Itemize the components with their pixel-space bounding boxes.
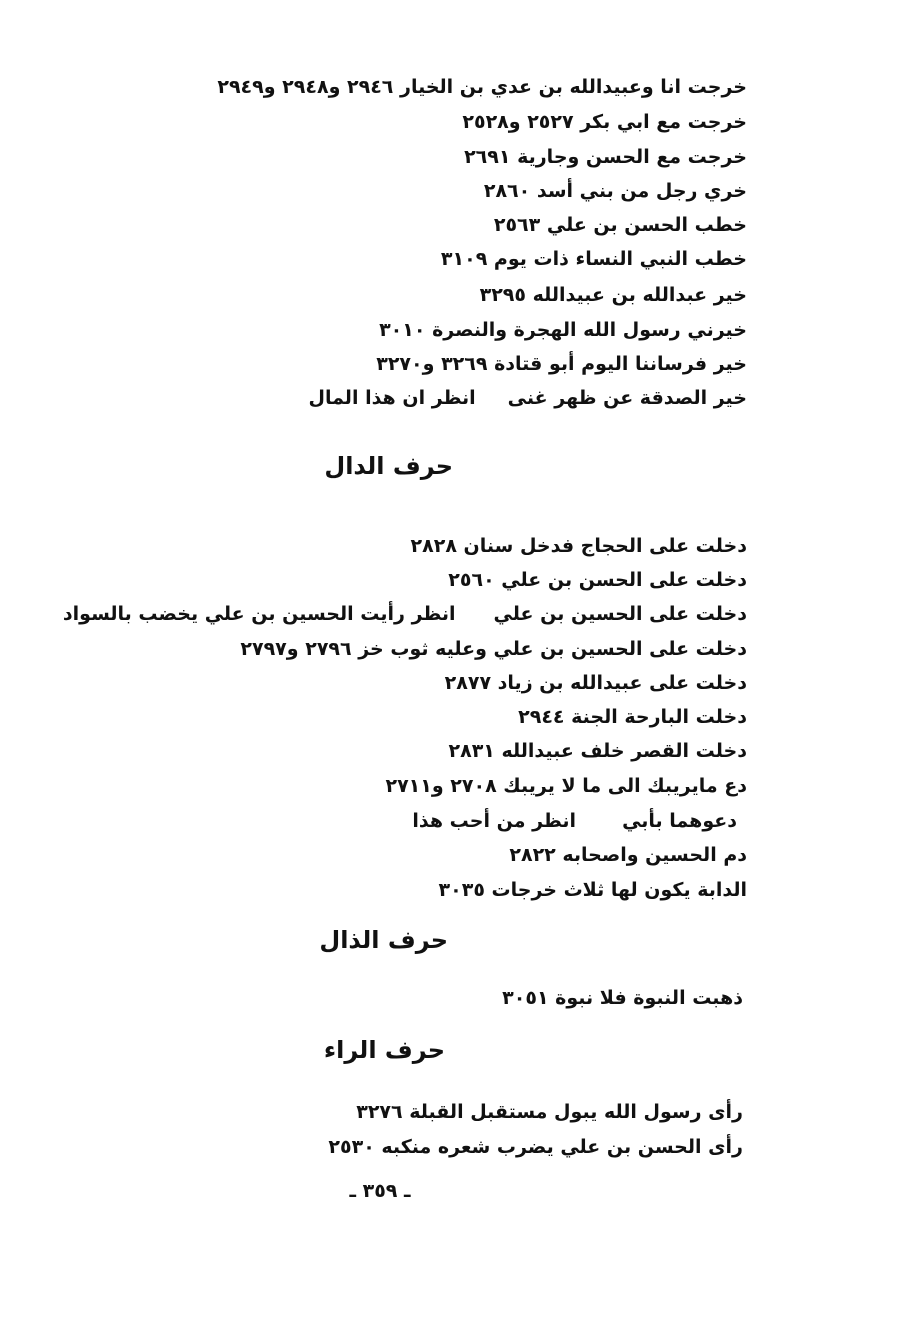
index-entry: خرجت مع ابي بكر ٢٥٢٧ و٢٥٢٨ [462, 111, 747, 133]
entry-text: دخلت على الحسين بن علي [493, 603, 747, 625]
index-entry: ذهبت النبوة فلا نبوة ٣٠٥١ [502, 987, 743, 1009]
entry-text: خير الصدقة عن ظهر غنى [507, 387, 747, 409]
index-entry-with-reference [412, 804, 737, 838]
entry-text: دعوهما بأبي [622, 810, 737, 832]
index-entry-with-reference [63, 597, 747, 631]
index-entry: دخلت على الحسين بن علي وعليه ثوب خز ٢٧٩٦ و٢٧٩٧ [240, 638, 747, 660]
index-entry: دخلت القصر خلف عبيدالله ٢٨٣١ [448, 740, 747, 762]
cross-reference: انظر رأيت الحسين بن علي يخضب بالسواد [62, 603, 456, 625]
index-entry: دخلت على الحسن بن علي ٢٥٦٠ [448, 569, 747, 591]
section-heading-ra: حرف الراء [323, 1036, 445, 1064]
page-number: ـ ٣٥٩ ـ [349, 1180, 411, 1202]
index-entry: دع مايريبك الى ما لا يريبك ٢٧٠٨ و٢٧١١ [385, 775, 747, 797]
index-entry: دم الحسين واصحابه ٢٨٢٢ [509, 844, 747, 866]
index-entry: الدابة يكون لها ثلاث خرجات ٣٠٣٥ [438, 879, 747, 901]
index-entry: رأى الحسن بن علي يضرب شعره منكبه ٢٥٣٠ [328, 1136, 743, 1158]
index-entry: خرجت مع الحسن وجارية ٢٦٩١ [464, 146, 747, 168]
index-entry: خري رجل من بني أسد ٢٨٦٠ [483, 180, 747, 202]
cross-reference: انظر ان هذا المال [308, 387, 476, 409]
index-entry: دخلت البارحة الجنة ٢٩٤٤ [518, 706, 747, 728]
section-heading-dal: حرف الدال [324, 452, 453, 480]
index-entry: خرجت انا وعبيدالله بن عدي بن الخيار ٢٩٤٦ و٢٩٤٨ و٢٩٤٩ [217, 76, 747, 98]
index-entry-with-reference [308, 381, 747, 415]
index-entry: خطب النبي النساء ذات يوم ٣١٠٩ [440, 248, 747, 270]
index-entry: دخلت على عبيدالله بن زياد ٢٨٧٧ [444, 672, 747, 694]
index-entry: رأى رسول الله يبول مستقبل القبلة ٣٢٧٦ [356, 1101, 743, 1123]
index-entry: خيرني رسول الله الهجرة والنصرة ٣٠١٠ [379, 319, 747, 341]
index-entry: خير فرساننا اليوم أبو قتادة ٣٢٦٩ و٣٢٧٠ [376, 353, 747, 375]
index-entry: خير عبدالله بن عبيدالله ٣٢٩٥ [479, 284, 747, 306]
index-entry: دخلت على الحجاج فدخل سنان ٢٨٢٨ [410, 535, 747, 557]
index-entry: خطب الحسن بن علي ٢٥٦٣ [493, 214, 747, 236]
section-heading-dhal: حرف الذال [319, 926, 448, 954]
cross-reference: انظر من أحب هذا [412, 810, 577, 832]
